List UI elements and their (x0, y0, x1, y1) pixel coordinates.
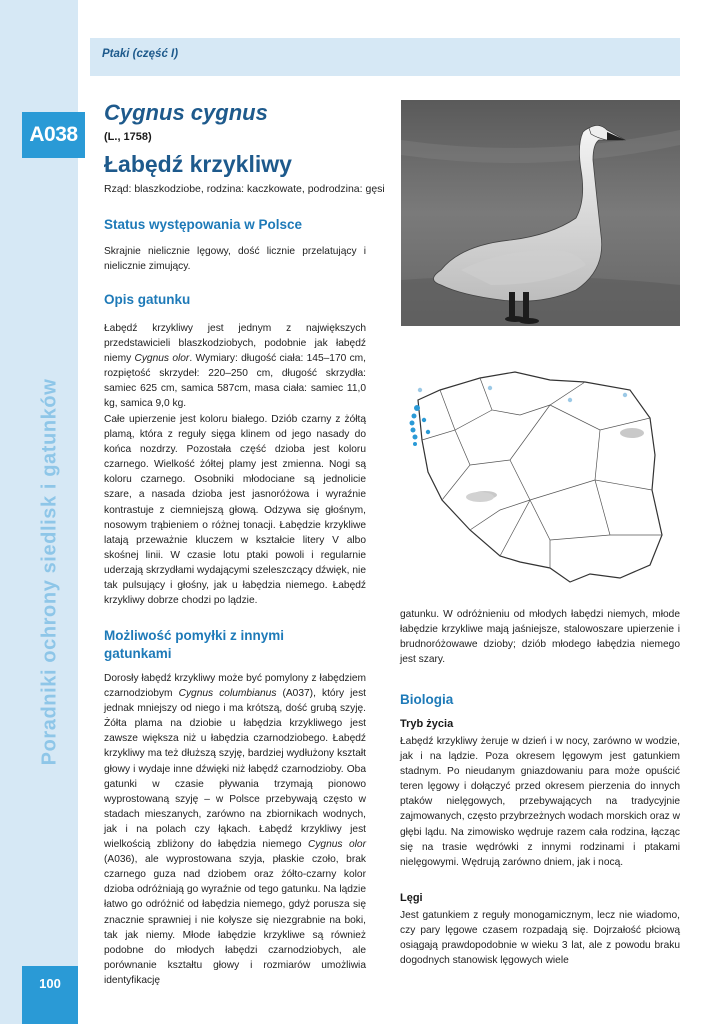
right-continuation-text: gatunku. W odróżnieniu od młodych łabędzi niemych, młode łabędzie krzykliwe mają jaśniejsze, stalowoszare upierzenie i brudnoróżowawe dzioby; dziób młodego łabędzia niemego jest szary. (400, 609, 680, 666)
opis-paragraph-1: Łabędź krzykliwy jest jednym z największych przedstawicieli blaszkodziobych, podobnie jak łabędź niemy Cygnus olor. Wymiary: długość ciała: 145–170 cm, rozpiętość skrzydeł: 220–250 cm, długość skrzydła: samiec 625 cm, samica 587cm, masa ciała: samiec 11,0 kg, samica 9,0 kg. (104, 323, 366, 410)
distribution-map (400, 360, 680, 600)
author-citation: (L., 1758) (104, 131, 152, 143)
latin-name: Cygnus cygnus (104, 100, 268, 125)
tryb-heading: Tryb życia (400, 718, 454, 730)
biologia-heading: Biologia (400, 692, 454, 707)
vertical-title-text: Poradniki ochrony siedlisk i gatunków (38, 378, 61, 766)
header-bar (90, 38, 680, 76)
species-code-badge: A038 (22, 112, 85, 158)
opis-heading: Opis gatunku (104, 292, 191, 307)
tryb-text: Łabędź krzykliwy żeruje w dzień i w nocy, zarówno w wodzie, jak i na lądzie. Poza okresem lęgowym jest gatunkiem stadnym. Po nieudanym gniazdowaniu para może opuścić teren lęgowy i dołączyć przed okresem pierzenia do innych ptaków nielęgowych, przebywających na tradycyjnie zajmowanych, często przybrzeżnych wodach morskich oraz w głębi lądu. Na zimowisko wędruje razem cała rodzina, łącząc się na trasie wędrówki z innymi rodzinami i ptakami nielęgowymi. Wędrują zarówno dniem, jak i nocą. (400, 736, 680, 868)
swan-photo (401, 100, 680, 326)
status-heading: Status występowania w Polsce (104, 217, 303, 232)
opis-paragraph-2: Całe upierzenie jest koloru białego. Dziób czarny z żółtą plamą, która z reguły sięga klinem od jego nasady do końca nozdrzy. Pozostała część dzioba jest koloru czarnego. Wielkość żółtej plamy jest zmienna. Nogi są koloru czarnego. Osobniki młodociane są jednolicie szare, a nasada dzioba jest jasnoróżowa i wyraźnie kontrastuje z ciemniejszą głową. Odzywa się głośnym, nosowym trąbieniem o różnej tonacji. Łabędzie krzykliwe latają przeważnie kluczem w kształcie litery V albo skośnej linii. W czasie lotu ptaki powoli i regularnie uderzają skrzydłami wydającymi szeleszczący dźwięk, nie tak pulsujący i głośny, jak u łabędzia niemego. Łabędź krzykliwy dobrze chodzi po lądzie. (104, 414, 366, 607)
legi-text: Jest gatunkiem z reguły monogamicznym, lecz nie wiadomo, czy pary lęgowe czasem rozpadają się. Dojrzałość płciową osiągają prawdopodobnie w wieku 3 lat, ale z powodu braku dogodnych stanowisk lęgowych wiele (400, 910, 680, 967)
swan-illustration (401, 100, 680, 326)
poland-map (400, 360, 680, 600)
pomylki-text: Dorosły łabędź krzykliwy może być pomylony z łabędziem czarnodziobym Cygnus columbianus (A037), który jest jednak mniejszy od niego i ma krótszą, dość grubą szyję. Żółta plama na dziobie u łabędzia krzykliwego jest zawsze większa niż u łabędzia czarnodziobego. Łabędź krzykliwy ma też dłuższą szyję, bardziej wydłużony kształt głowy i wydaje inne dźwięki niż łabędź czarnodzioby. Oba gatunki w czasie pływania trzymają pionowo wyprostowaną szyję – w Polsce przebywają często w stadach mieszanych, zarówno na zbiornikach wodnych, jak i na polach czy łąkach. Łabędź krzykliwy jest wielkością zbliżony do łabędzia niemego Cygnus olor (A036), ale wyprostowana szyja, płaskie czoło, brak czarnego guza nad dziobem oraz żółto-czarny kolor dzioba odróżniają go wyraźnie od tego gatunku. Na lądzie łatwo go odróżnić od łabędzia niemego, gdyż porusza się znacznie sprawniej i nie kołysze się niezgrabnie na boki, tak jak niemy. Młode łabędzie krzykliwe są również podobne do młodych łabędzi czarnodziobych, ale porównanie kształtu głowy i rozmiarów umożliwia identyfikację (104, 673, 366, 986)
vertical-series-title (30, 372, 70, 772)
page-number: 100 (22, 966, 78, 1024)
pomylki-heading: Możliwość pomyłki z innymi gatunkami (104, 628, 285, 661)
section-header: Ptaki (część I) (102, 48, 179, 60)
legi-heading: Lęgi (400, 892, 423, 904)
taxonomy-line: Rząd: blaszkodziobe, rodzina: kaczkowate, podrodzina: gęsi (104, 183, 385, 195)
status-text: Skrajnie nielicznie lęgowy, dość licznie przelatujący i nielicznie zimujący. (104, 246, 366, 273)
polish-name: Łabędź krzykliwy (104, 151, 292, 177)
